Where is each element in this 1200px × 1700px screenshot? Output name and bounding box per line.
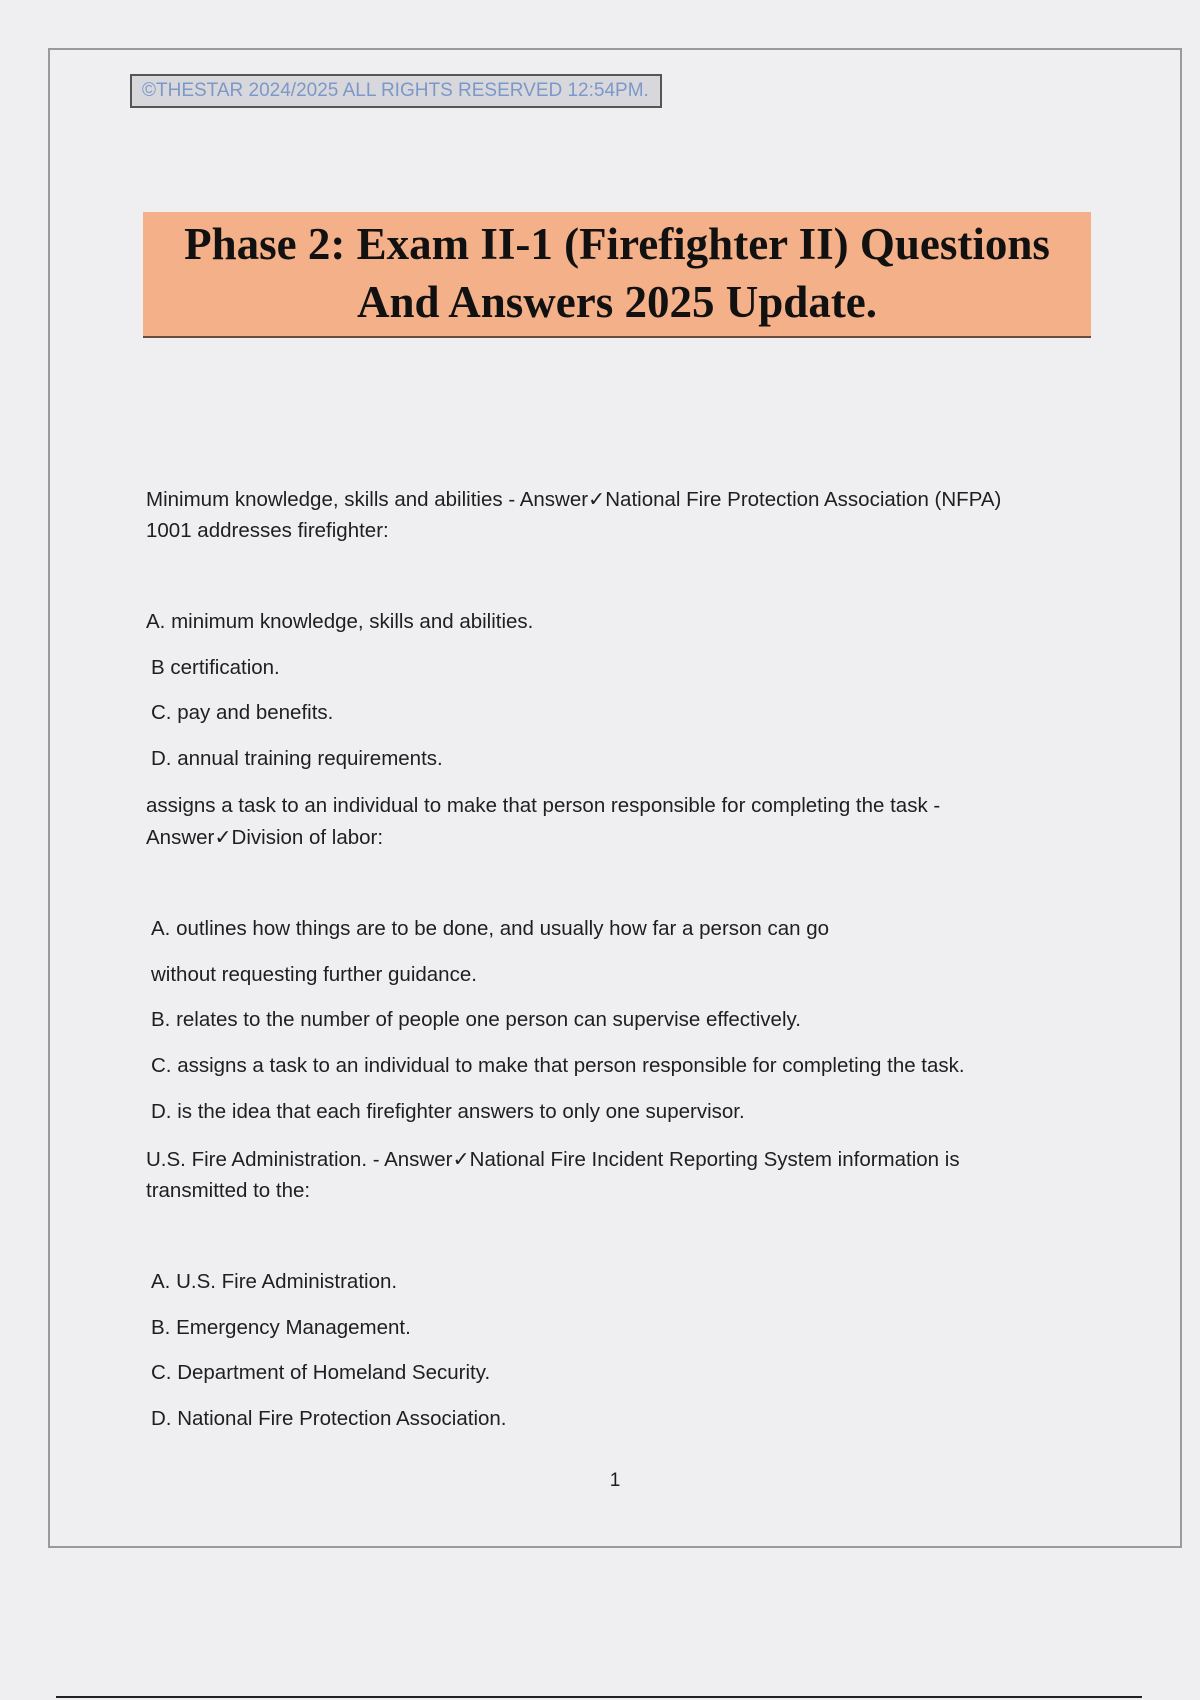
- question-3-text-cont: transmitted to the:: [146, 1179, 311, 1202]
- question-3-text: U.S. Fire Administration. - Answer✓National Fire Incident Reporting System information is: [146, 1148, 960, 1171]
- question-1-option-b: B certification.: [151, 656, 280, 679]
- question-1-option-c: C. pay and benefits.: [151, 701, 334, 724]
- title-line-1: Phase 2: Exam II-1 (Firefighter II) Questions: [184, 219, 1050, 269]
- question-1-text: Minimum knowledge, skills and abilities - Answer✓National Fire Protection Association (NFPA): [146, 488, 1002, 511]
- question-2-text: assigns a task to an individual to make that person responsible for completing the task -: [146, 794, 941, 817]
- footer-divider: [56, 1696, 1142, 1698]
- question-1-option-a: A. minimum knowledge, skills and abilities.: [146, 610, 534, 633]
- question-3-option-c: C. Department of Homeland Security.: [151, 1361, 491, 1384]
- question-2-option-c: C. assigns a task to an individual to make that person responsible for completing the task.: [151, 1054, 965, 1077]
- question-2-option-a: A. outlines how things are to be done, and usually how far a person can go: [151, 917, 830, 940]
- question-1-text-cont: 1001 addresses firefighter:: [146, 519, 389, 542]
- question-1-option-d: D. annual training requirements.: [151, 747, 443, 770]
- question-3-option-b: B. Emergency Management.: [151, 1316, 411, 1339]
- question-2-option-b: B. relates to the number of people one person can supervise effectively.: [151, 1008, 801, 1031]
- document-page: [48, 48, 1182, 1548]
- question-2-text-cont: Answer✓Division of labor:: [146, 826, 384, 849]
- question-2-option-a-cont: without requesting further guidance.: [151, 963, 477, 986]
- question-2-option-d: D. is the idea that each firefighter answers to only one supervisor.: [151, 1100, 745, 1123]
- page-number: 1: [609, 1470, 621, 1491]
- question-3-option-d: D. National Fire Protection Association.: [151, 1407, 507, 1430]
- question-3-option-a: A. U.S. Fire Administration.: [151, 1270, 398, 1293]
- copyright-banner: ©THESTAR 2024/2025 ALL RIGHTS RESERVED 12:54PM.: [130, 74, 662, 108]
- page-title: [143, 212, 1091, 338]
- title-line-2: And Answers 2025 Update.: [356, 277, 878, 327]
